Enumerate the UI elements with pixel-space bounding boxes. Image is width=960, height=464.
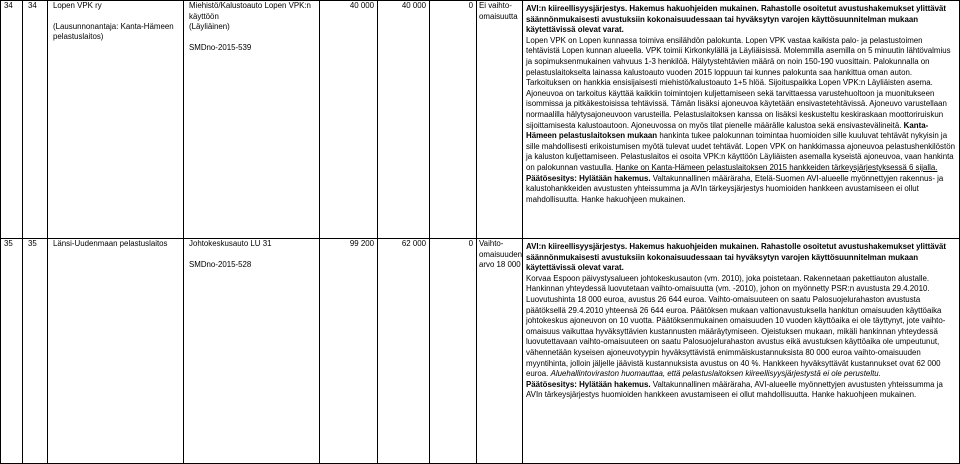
decision-body-text: Korvaa Espoon päivystysalueen johtokeskusauton (vm. 2010), joka poistetaan. Rakennetaan pakettiauton alustalle. Hankinnan yhteydessä luovutetaan vaihto-omaisuutta (vm. -2010), johon on myönnetty PSR:n avustusta 29.4.2010. Luovutushinta 18 000 euroa, avustus 26 644 euroa. Vaihto-omaisuuteen on saatu Palosuojelurahaston avustusta päätöksellä 29.4.2010 yhteensä 26 644 euroa. Päätöksen mukaan valtionavustuksella hankitun omaisuuden käyttöaika johtokeskus ajoneuvon on 10 vuotta. Päätöksenmukainen omaisuuden 10 vuoden käyttöaika ei ole täyttynyt, jote vaihto-omaisuus vaikuttaa hyväksyttävien kustannusten määräytymiseen. Ojeistuksen mukaan, mikäli hankinnan yhteydessä luovutettavaan vaihto-omaisuuteen on saatu Palosuojelurahaston avustus eikä avustuksen käyttöaika ole umpeutunut, vähennetään kyseisen ajoneuvotyypin hyväksyttävistä enimmäiskustannuksista 80 000 euroa vaihto-omaisuuden myyntihinta, jolloin jäljelle jäävistä kustannuksista avustus on 40 %. Hankkeen hyväksyttävät kustannukset ovat 62 000 euroa.: [526, 273, 946, 379]
decision-body: [526, 36, 956, 174]
row-id-cell: [23, 239, 48, 464]
verdict-lead: Päätösesitys: Hylätään hakemus.: [526, 173, 651, 183]
cost-cell: [320, 239, 378, 464]
grant-note-cell: [477, 1, 523, 239]
row-number-cell: [1, 239, 23, 464]
verdict-lead: Päätösesitys: Hylätään hakemus.: [526, 379, 651, 389]
decision-cell: [523, 239, 960, 464]
applicant-note: (Lausunnonantaja: Kanta-Hämeen pelastuslaitos): [53, 21, 174, 42]
verdict-rest: Valtakunnallinen määräraha, Etelä-Suomen AVI-alueelle myönnettyjen rakennus- ja kalustohankkeiden avustusten yhteissumma ja AVIn tärkeysjärjestys huomioiden hankkeen avustamiseen ei ollut mahdollisuutta. Hanke hakuohjeen mukainen.: [526, 173, 944, 204]
applicant-name: Länsi-Uudenmaan pelastuslaitos: [53, 239, 168, 248]
row-id: 35: [28, 239, 37, 248]
cost-value: 40 000: [349, 1, 374, 10]
decision-cell: [523, 1, 960, 239]
decision-intro-rest: Rahastolle osoitetut avustushakemukset ylittävät säännönmukaisesti avustuksiin kokonaisuudessaan tai hyväksytyn varojen käyttösuunnitelman mukaan käytettävissä olevat varat.: [526, 242, 946, 273]
decision-intro-lead: AVI:n kiireellisyysjärjestys. Hakemus hakuohjeiden mukainen.: [526, 242, 759, 251]
decision-body: [526, 274, 956, 380]
grant-note-cell: [477, 239, 523, 464]
decision-body-text: Lopen VPK on Lopen kunnassa toimiva ensilähdön palokunta. Lopen VPK vastaa kaikista palo- ja pelastustoimen tehtävistä Lopen kunnan alueella. VPK toimii Kirkonkylällä ja Läyliäisissä. Molemmilla asemilla on 5 minuutin lähtövalmius ja sopimuksenmukainen vahvuus 1-3 henkilöä. Hälytystehtävien määrä on noin 150-190 vuosittain. Palokunnalla on pelastuslaitokselta lainassa kalustoauto vuoden 2015 loppuun tai kunnes palokunta saa hankittua oman auton. Tarkoituksen on hankkia ensisijaisesti miehistö/kalustoauto 1+5 hlöä. Sijoituspaikka Lopen VPK:n Läyliäisten asema. Ajoneuvoa on tarkoitus käyttää kaikkiin toimintojen kuljettamiseen sekä tarvittaessa varustehuoltoon ja muonitukseen isommissa ja pitkäkestoisissa tehtävissä. Tämän lisäksi ajoneuvoa käytetään ensivastetehtävissä. Ajoneuvo varustellaan normaalilla hälytysajoneuvoon varusteilla. Pelastuslaitoksen kanssa on lisäksi keskusteltu keskiraskaan moottoriruiskun sijoittamisesta kalustoautoon. Ajoneuvossa on myös tilat pienelle määrälle kalustoa sekä ensivastevälineitä.: [526, 35, 951, 130]
decision-intro: [526, 1, 956, 36]
target-dnro: SMDno-2015-528: [189, 259, 252, 269]
table-row: [1, 239, 960, 464]
accepted-cell: [378, 239, 430, 464]
row-id-cell: [23, 1, 48, 239]
grant-value: 0: [468, 1, 473, 10]
accepted-value: 40 000: [401, 1, 426, 10]
target-cell: [184, 1, 320, 239]
decision-intro: [526, 239, 956, 274]
decision-body-underlined: Hanke on Kanta-Hämeen pelastuslaitoksen 2015 hankkeiden tärkeysjärjestyksessä 6 sijalla.: [615, 162, 938, 172]
cost-value: 99 200: [349, 239, 374, 248]
target-cell: [184, 239, 320, 464]
decision-verdict: [526, 174, 956, 206]
grant-note: Vaihto-omaisuuden arvo 18 000: [479, 239, 522, 270]
row-id: 34: [28, 1, 37, 10]
target-title: Miehistö/Kalustoauto Lopen VPK:n käyttöön: [189, 1, 311, 21]
applicant-cell: [48, 1, 184, 239]
grant-cell: [430, 239, 477, 464]
grant-cell: [430, 1, 477, 239]
target-location: (Läyliäinen): [189, 22, 230, 32]
verdict-rest: Valtakunnallinen määräraha, AVI-alueelle myönnettyjen avustusten yhteissumma ja AVIn tärkeysjärjestys huomioiden hankkeen avustamiseen ei ollut mahdollisuutta. Hanke hakuohjeen mukainen.: [526, 379, 943, 400]
row-number: 35: [4, 239, 13, 248]
accepted-cell: [378, 1, 430, 239]
target-dnro: SMDno-2015-539: [189, 42, 252, 52]
cost-cell: [320, 1, 378, 239]
applicant-cell: [48, 239, 184, 464]
decision-body-italic: Aluehallintoviraston huomauttaa, että pelastuslaitoksen kiireellisyysjärjestystä ei ole perusteltu.: [550, 369, 881, 379]
applicant-name: Lopen VPK ry: [53, 1, 102, 10]
target-title: Johtokeskusauto LU 31: [189, 239, 272, 248]
table-row: [1, 1, 960, 239]
decision-intro-rest: Rahastolle osoitetut avustushakemukset ylittävät säännönmukaisesti avustuksiin kokonaisuudessaan tai hyväksytyn varojen käyttösuunnitelman mukaan käytettävissä olevat varat.: [526, 4, 946, 35]
grant-value: 0: [468, 239, 473, 248]
decision-body-bold: Kanta-Hämeen pelastuslaitoksen mukaan: [526, 120, 929, 141]
decision-verdict: [526, 380, 956, 401]
row-number-cell: [1, 1, 23, 239]
row-number: 34: [4, 1, 13, 10]
grant-note: Ei vaihto-omaisuutta: [479, 1, 518, 21]
accepted-value: 62 000: [401, 239, 426, 248]
decision-intro-lead: AVI:n kiireellisyysjärjestys. Hakemus hakuohjeiden mukainen.: [526, 4, 759, 13]
decision-body-cont: hankinta tukee palokunnan toimintaa huomioiden sille kuuluvat tehtävät nykyisin ja sille mahdollisesti erikoistumisen myötä tulevat uudet tehtävät. Lopen VPK on hankkimassa ajoneuvoa pelastushenkilöstön ja kaluston kuljettamiseen. Pelastuslaitos ei osoita VPK:n käyttöön Läyliäisten asemalla kyseistä ajoneuvoa, vaan hankinta on palokunnan vastuulla.: [526, 131, 955, 172]
